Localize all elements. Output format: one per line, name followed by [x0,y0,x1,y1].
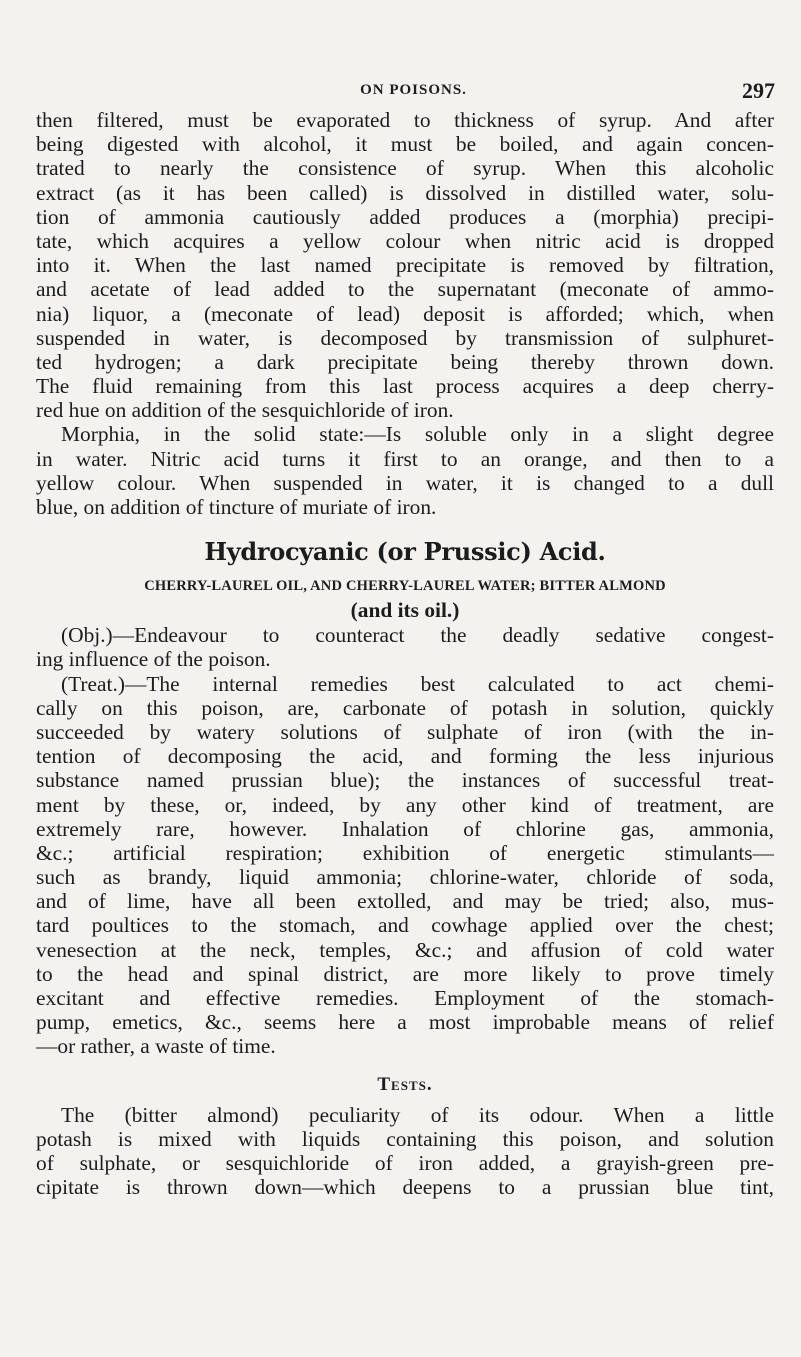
paragraph-treatment [36,672,774,1059]
text-line: extract (as it has been called) is dissolved in distilled water, solu- [36,180,774,205]
text-line: Morphia, in the solid state:—Is soluble only in a slight degree [61,422,774,447]
text-line: potash is mixed with liquids containing this poison, and solution [36,1126,774,1151]
text-line: The fluid remaining from this last process acquires a deep cherry- [36,374,774,399]
text-line: The (bitter almond) peculiarity of its odour. When a little [61,1102,774,1127]
text-line: in water. Nitric acid turns it first to an orange, and then to a [36,446,774,471]
running-title: ON POISONS. [360,82,467,98]
page-number: 297 [742,78,775,103]
text-line: ted hydrogen; a dark precipitate being thereby thrown down. [36,349,774,374]
text-line: (Treat.)—The internal remedies best calculated to act chemi- [61,671,774,696]
text-line: cally on this poison, are, carbonate of potash in solution, quickly [36,695,774,720]
text-line: tard poultices to the stomach, and cowhage applied over the chest; [36,913,774,938]
text-line: venesection at the neck, temples, &c.; and affusion of cold water [36,937,774,962]
text-line: excitant and effective remedies. Employment of the stomach- [36,986,774,1010]
text-line: yellow colour. When suspended in water, it is changed to a dull [36,470,774,495]
text-line: —or rather, a waste of time. [36,1034,276,1059]
text-line: tate, which acquires a yellow colour when nitric acid is dropped [36,228,774,253]
text-line: and acetate of lead added to the supernatant (meconate of ammo- [36,277,774,302]
text-line: being digested with alcohol, it must be boiled, and again concen- [36,132,774,157]
text-line: &c.; artificial respiration; exhibition of energetic stimulants— [36,840,774,865]
section-title: Hydrocyanic (or Prussic) Acid. [204,537,606,567]
text-line: nia) liquor, a (meconate of lead) deposit is afforded; which, when [36,301,774,326]
text-line: extremely rare, however. Inhalation of chlorine gas, ammonia, [36,816,774,841]
section-subtitle: CHERRY-LAUREL OIL, AND CHERRY-LAUREL WATER; BITTER ALMOND [144,578,666,595]
text-line: ment by these, or, indeed, by any other kind of treatment, are [36,792,774,817]
text-line: such as brandy, liquid ammonia; chlorine-water, chloride of soda, [36,865,774,890]
tests-heading: Tests. [377,1073,433,1095]
text-line: succeeded by watery solutions of sulphate of iron (with the in- [36,719,774,744]
text-line: pump, emetics, &c., seems here a most improbable means of relief [36,1010,774,1035]
text-line: tention of decomposing the acid, and forming the less injurious [36,744,774,769]
text-line: then filtered, must be evaporated to thickness of syrup. And after [36,108,774,132]
paragraph-morphia-tests [36,108,774,422]
text-line: suspended in water, is decomposed by transmission of sulphuret- [36,325,774,350]
section-subtitle-continued: (and its oil.) [350,598,460,623]
text-line: ing influence of the poison. [36,647,271,672]
running-head [52,78,775,106]
paragraph-morphia-solid [36,422,774,519]
text-line: of sulphate, or sesquichloride of iron added, a grayish-green pre- [36,1150,774,1175]
text-line: tion of ammonia cautiously added produces a (morphia) precipi- [36,204,774,229]
paragraph-tests [36,1103,774,1200]
text-line: to the head and spinal district, are more likely to prove timely [36,961,774,986]
text-line: into it. When the last named precipitate is removed by filtration, [36,253,774,278]
text-line: blue, on addition of tincture of muriate of iron. [36,495,437,519]
text-line: and of lime, have all been extolled, and may be tried; also, mus- [36,889,774,914]
text-line: substance named prussian blue); the instances of successful treat- [36,768,774,793]
text-line: cipitate is thrown down—which deepens to a prussian blue tint, [36,1175,774,1200]
text-line: red hue on addition of the sesquichloride of iron. [36,398,454,423]
text-line: trated to nearly the consistence of syrup. When this alcoholic [36,156,774,181]
body-text [36,108,774,1199]
text-line: (Obj.)—Endeavour to counteract the deadly sedative congest- [61,623,774,648]
paragraph-objective [36,623,774,671]
